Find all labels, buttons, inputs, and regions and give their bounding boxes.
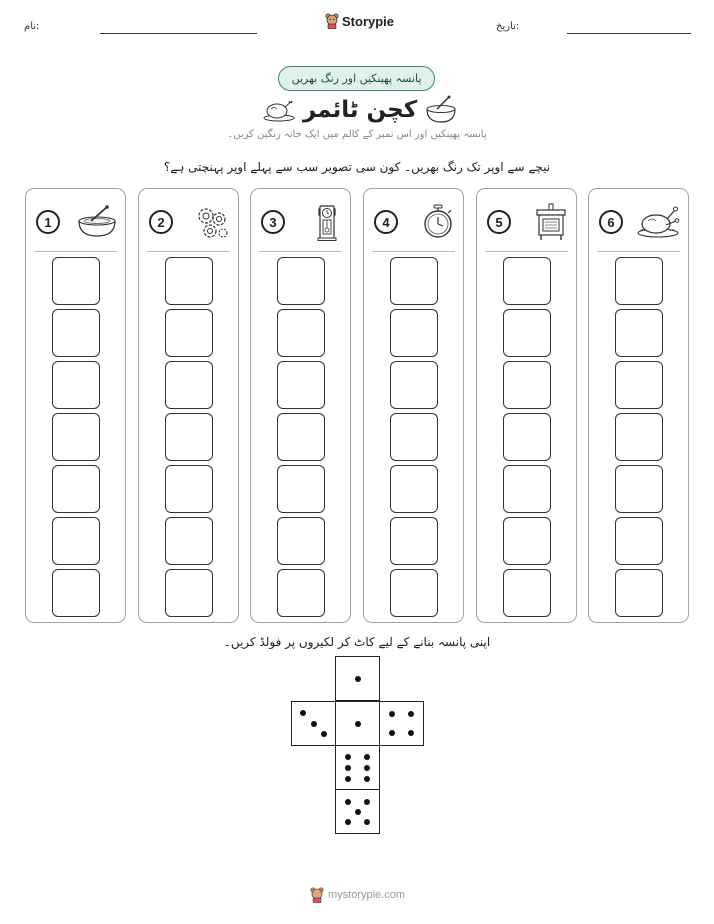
pip [364, 819, 370, 825]
column-divider [259, 251, 342, 252]
column-number: 4 [374, 210, 398, 234]
color-cell[interactable] [503, 257, 551, 305]
bear-mascot-icon [325, 13, 339, 29]
color-cell[interactable] [615, 361, 663, 409]
die-face-3 [291, 701, 336, 746]
color-cell[interactable] [390, 309, 438, 357]
pip [345, 799, 351, 805]
footer-url: mystorypie.com [328, 889, 406, 901]
brand-name: Storypie [342, 13, 395, 29]
pip [311, 721, 317, 727]
pip [364, 776, 370, 782]
color-cell[interactable] [52, 361, 100, 409]
color-cell[interactable] [165, 413, 213, 461]
color-cell[interactable] [277, 309, 325, 357]
color-cell[interactable] [390, 413, 438, 461]
color-cell[interactable] [390, 257, 438, 305]
mixing-bowl-icon [425, 95, 457, 125]
name-line [100, 33, 257, 34]
color-cell[interactable] [615, 309, 663, 357]
column-divider [34, 251, 117, 252]
color-cell[interactable] [52, 465, 100, 513]
subtitle: پانسہ پھینکیں اور اس نمبر کے کالم میں ایک خانہ رنگین کریں۔ [227, 129, 487, 140]
color-cell[interactable] [165, 257, 213, 305]
color-cell[interactable] [165, 569, 213, 617]
color-cell[interactable] [503, 465, 551, 513]
color-cell[interactable] [52, 569, 100, 617]
column-5 [476, 188, 577, 623]
die-face-6 [335, 745, 380, 790]
color-cell[interactable] [390, 465, 438, 513]
column-number: 3 [261, 210, 285, 234]
mixing-bowl-icon [77, 205, 117, 239]
date-label: تاریخ: [496, 21, 520, 32]
column-1 [25, 188, 126, 623]
pip [345, 765, 351, 771]
pip [300, 710, 306, 716]
color-cell[interactable] [52, 413, 100, 461]
color-cell[interactable] [277, 569, 325, 617]
color-cell[interactable] [615, 517, 663, 565]
column-2 [138, 188, 239, 623]
color-cell[interactable] [277, 517, 325, 565]
color-cell[interactable] [52, 257, 100, 305]
color-cell[interactable] [390, 517, 438, 565]
pip [345, 754, 351, 760]
pip [345, 819, 351, 825]
gears-icon [194, 204, 230, 240]
pip [355, 721, 361, 727]
color-cell[interactable] [503, 361, 551, 409]
color-cell[interactable] [165, 465, 213, 513]
column-divider [372, 251, 455, 252]
pip [408, 730, 414, 736]
title-row [260, 92, 460, 128]
color-cell[interactable] [503, 569, 551, 617]
name-label: نام: [24, 21, 40, 32]
activity-pill: پانسہ پھینکیں اور رنگ بھریں [278, 66, 435, 91]
die-face-4 [379, 701, 424, 746]
date-line [567, 33, 691, 34]
color-cell[interactable] [615, 569, 663, 617]
pip [355, 809, 361, 815]
color-cell[interactable] [165, 517, 213, 565]
column-number: 6 [599, 210, 623, 234]
column-number: 2 [149, 210, 173, 234]
die-face-1 [335, 656, 380, 701]
pip [364, 799, 370, 805]
color-cell[interactable] [52, 517, 100, 565]
pip [321, 731, 327, 737]
grandfather-clock-icon [312, 203, 342, 241]
pip [355, 676, 361, 682]
color-cell[interactable] [165, 309, 213, 357]
footer [310, 887, 405, 903]
color-cell[interactable] [277, 413, 325, 461]
color-cell[interactable] [503, 517, 551, 565]
color-cell[interactable] [615, 257, 663, 305]
color-cell[interactable] [277, 361, 325, 409]
cut-instruction: اپنی پانسہ بنانے کے لیے کاٹ کر لکیروں پر فولڈ کریں۔ [223, 635, 491, 649]
color-cell[interactable] [165, 361, 213, 409]
pip [364, 765, 370, 771]
stove-icon [534, 203, 568, 241]
color-cell[interactable] [277, 257, 325, 305]
color-cell[interactable] [52, 309, 100, 357]
color-cell[interactable] [503, 309, 551, 357]
roast-turkey-icon [263, 97, 295, 123]
color-cell[interactable] [503, 413, 551, 461]
instruction: نیچے سے اوپر تک رنگ بھریں۔ کون سی تصویر سب سے پہلے اوپر پہنچتی ہے؟ [163, 160, 551, 174]
color-cell[interactable] [390, 361, 438, 409]
pip [364, 754, 370, 760]
column-divider [147, 251, 230, 252]
roast-turkey-icon [636, 205, 680, 239]
pip [345, 776, 351, 782]
column-divider [485, 251, 568, 252]
column-divider [597, 251, 680, 252]
pip [389, 730, 395, 736]
column-number: 5 [487, 210, 511, 234]
die-face-5 [335, 789, 380, 834]
alarm-clock-icon [421, 204, 455, 240]
color-cell[interactable] [390, 569, 438, 617]
column-number: 1 [36, 210, 60, 234]
column-3 [250, 188, 351, 623]
brand-logo [325, 13, 394, 29]
column-6 [588, 188, 689, 623]
color-cell[interactable] [615, 413, 663, 461]
bear-mascot-icon [310, 887, 324, 903]
pip [408, 711, 414, 717]
column-4 [363, 188, 464, 623]
die-face-1 [335, 701, 380, 746]
color-cell[interactable] [615, 465, 663, 513]
page-title: کچن ٹائمر [302, 97, 418, 123]
pip [389, 711, 395, 717]
color-cell[interactable] [277, 465, 325, 513]
